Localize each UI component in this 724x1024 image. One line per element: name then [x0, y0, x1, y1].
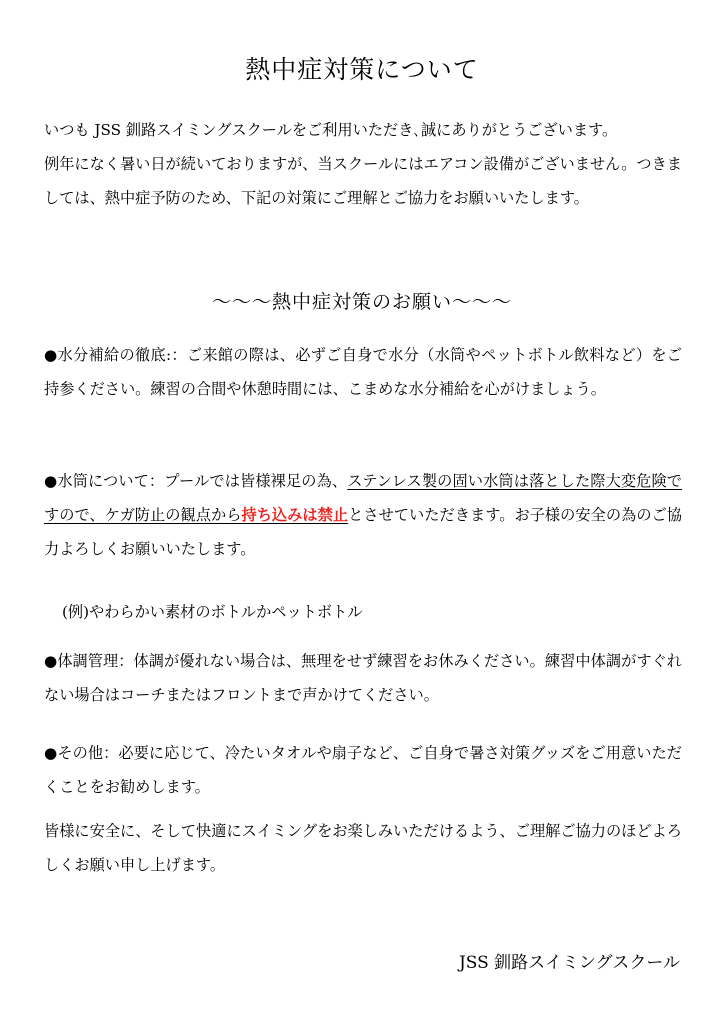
- document-title: 熱中症対策について: [245, 55, 479, 84]
- bullet-icon: ●: [44, 652, 58, 670]
- prohibited-emphasis: 持ち込みは禁止: [241, 506, 349, 524]
- health-text: 体調管理：体調が優れない場合は、無理をせず練習をお休みください。練習中体調がすぐれない場合はコーチまたはフロントまで声かけてください。: [44, 652, 682, 704]
- bullet-icon: ●: [44, 472, 58, 490]
- hydration-text: 水分補給の徹底:：ご来館の際は、必ずご自身で水分（水筒やペットボトル飲料など）をご持参ください。練習の合間や休憩時間には、こまめな水分補給を心がけましょう。: [44, 346, 682, 398]
- water-bottle-warning: ステンレス製の固い水筒は落とした際大変危険ですので、ケガ防止の観点から: [44, 472, 682, 524]
- other-text: その他：必要に応じて、冷たいタオルや扇子など、ご自身で暑さ対策グッズをご用意いただくことをお勧めします。: [44, 744, 682, 796]
- list-item-other: [44, 736, 682, 804]
- bullet-icon: ●: [44, 744, 58, 762]
- bullet-icon: ●: [44, 346, 58, 364]
- intro-paragraph: [44, 113, 682, 215]
- water-bottle-lead: 水筒について：プールでは皆様裸足の為、: [57, 472, 348, 490]
- list-item-water-bottle: [44, 464, 682, 566]
- water-bottle-tail: とさせていただきます。お子様の安全の為のご協力よろしくお願いいたします。: [44, 506, 682, 558]
- list-item-hydration: [44, 338, 682, 406]
- intro-greeting: いつも JSS 釧路スイミングスクールをご利用いただき､誠にありがとうございます。: [44, 121, 618, 139]
- closing-paragraph: 皆様に安全に、そして快適にスイミングをお楽しみいただけるよう、ご理解ご協力のほどよろしくお願い申し上げます。: [44, 822, 682, 874]
- water-bottle-example: (例)やわらかい素材のボトルかペットボトル: [62, 603, 363, 621]
- list-item-health: [44, 644, 682, 712]
- signature: JSS 釧路スイミングスクール: [458, 953, 680, 973]
- intro-notice: 例年になく暑い日が続いておりますが、当スクールにはエアコン設備がございません。つきましては、熱中症予防のため、下記の対策にご理解とご協力をお願いいたします。: [44, 155, 682, 207]
- section-subtitle: 〜〜〜熱中症対策のお願い〜〜〜: [211, 291, 512, 313]
